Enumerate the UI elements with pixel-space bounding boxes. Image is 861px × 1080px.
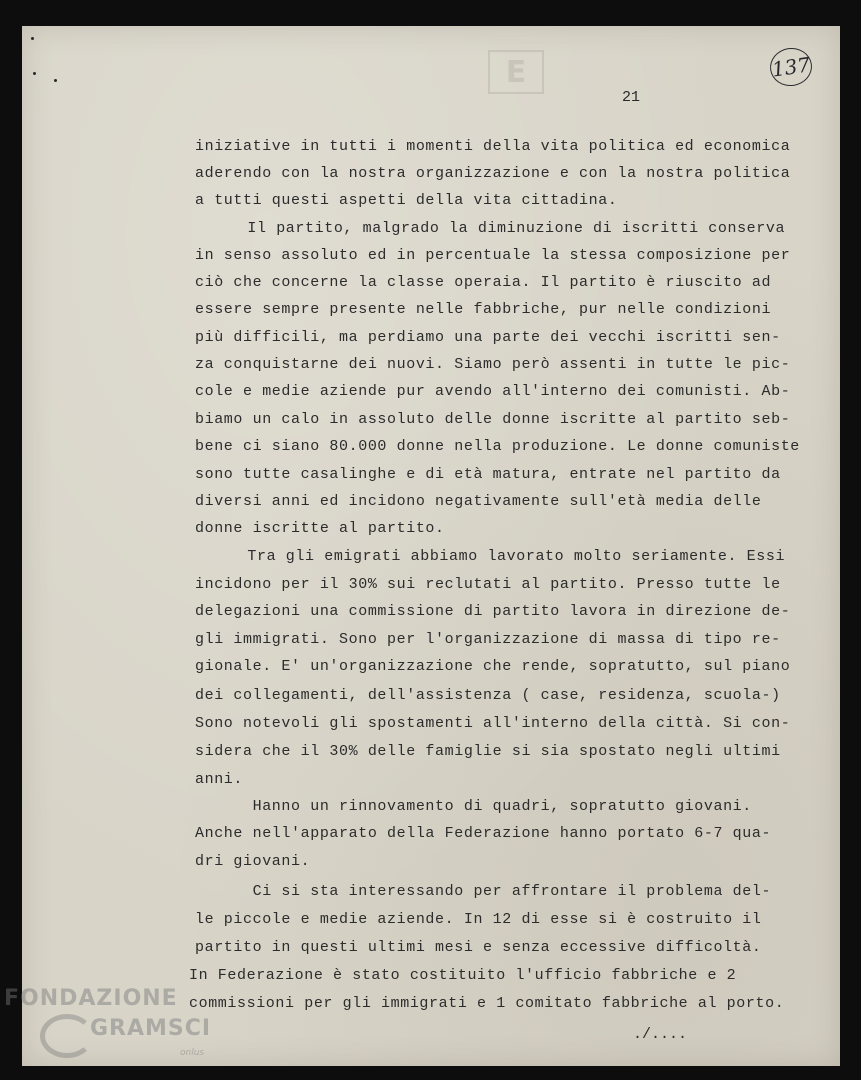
text-line: biamo un calo in assoluto delle donne iscritte al partito seb- [195,411,791,428]
text-line: dei collegamenti, dell'assistenza ( case, residenza, scuola-) [195,687,781,704]
text-line: Anche nell'apparato della Federazione hanno portato 6-7 qua- [195,825,772,842]
text-line: sidera che il 30% delle famiglie si sia spostato negli ultimi [195,743,781,760]
text-line: Hanno un rinnovamento di quadri, sopratutto giovani. [195,798,752,815]
watermark-logo-ring [40,1014,94,1058]
text-line: donne iscritte al partito. [195,520,445,537]
text-line: za conquistarne dei nuovi. Siamo però assenti in tutte le pic- [195,356,791,373]
text-line: iniziative in tutti i momenti della vita politica ed economica [195,138,791,155]
text-line: diversi anni ed incidono negativamente sull'età media delle [195,493,762,510]
text-line: In Federazione è stato costituito l'ufficio fabbriche e 2 [189,967,737,984]
watermark-subtitle: onlus [180,1048,205,1058]
text-line: dri giovani. [195,853,311,870]
text-line: delegazioni una commissione di partito lavora in direzione de- [195,603,791,620]
text-line: Ci si sta interessando per affrontare il problema del- [195,883,772,900]
text-line: Il partito, malgrado la diminuzione di iscritti conserva [209,220,786,237]
text-line: bene ci siano 80.000 donne nella produzione. Le donne comuniste [195,438,800,455]
text-line: essere sempre presente nelle fabbriche, pur nelle condizioni [195,301,772,318]
watermark-line-2: GRAMSCI [90,1016,212,1041]
text-line: partito in questi ultimi mesi e senza eccessive difficoltà. [195,939,762,956]
folio-number-circled: 137 [768,45,815,88]
stamp-letter: E [505,54,527,90]
text-line: gli immigrati. Sono per l'organizzazione di massa di tipo re- [195,631,781,648]
text-line: sono tutte casalinghe e di età matura, entrate nel partito da [195,466,781,483]
text-line: anni. [195,771,244,788]
text-line: aderendo con la nostra organizzazione e con la nostra politica [195,165,791,182]
fondazione-gramsci-watermark [4,984,212,1074]
text-line: ciò che concerne la classe operaia. Il partito è riuscito ad [195,274,772,291]
text-line: in senso assoluto ed in percentuale la stessa composizione per [195,247,791,264]
watermark-line-1: FONDAZIONE [4,986,178,1011]
text-line: le piccole e medie aziende. In 12 di esse si è costruito il [195,911,762,928]
continuation-mark: ./.... [633,1026,688,1043]
text-line: commissioni per gli immigrati e 1 comitato fabbriche al porto. [189,995,785,1012]
text-line: Tra gli emigrati abbiamo lavorato molto seriamente. Essi [209,548,786,565]
text-line: gionale. E' un'organizzazione che rende, sopratutto, sul piano [195,658,791,675]
page-number: 21 [622,89,641,106]
text-line: cole e medie aziende pur avendo all'interno dei comunisti. Ab- [195,383,791,400]
text-line: incidono per il 30% sui reclutati al partito. Presso tutte le [195,576,781,593]
text-line: più difficili, ma perdiamo una parte dei vecchi iscritti sen- [195,329,781,346]
text-line: Sono notevoli gli spostamenti all'interno della città. Si con- [195,715,791,732]
text-line: a tutti questi aspetti della vita cittadina. [195,192,618,209]
